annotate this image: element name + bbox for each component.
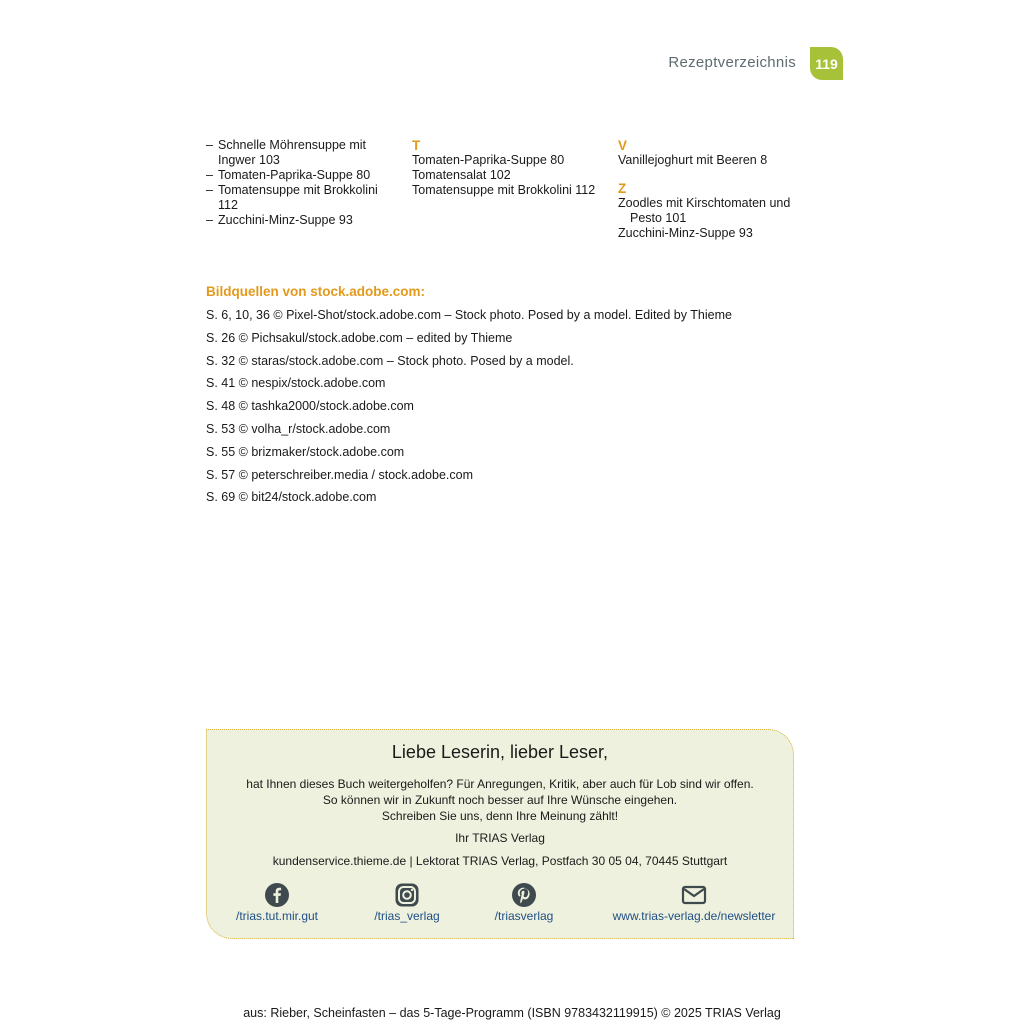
- entry-text: Tomaten-Paprika-Suppe 80: [218, 168, 371, 182]
- entry-dash: –: [206, 138, 213, 152]
- index-entry: Tomatensuppe mit Brokkolini 112: [412, 183, 596, 197]
- index-entry: Zoodles mit Kirschtomaten und Pesto 101: [618, 196, 791, 225]
- credit-line: S. 48 © tashka2000/stock.adobe.com: [206, 399, 414, 414]
- index-entry: Tomaten-Paprika-Suppe 80: [412, 153, 565, 167]
- instagram-icon: [394, 882, 420, 908]
- reader-box-body: [207, 776, 793, 824]
- credit-line: S. 55 © brizmaker/stock.adobe.com: [206, 444, 405, 459]
- mail-icon: [681, 882, 707, 908]
- reader-box-signature: Ihr TRIAS Verlag: [455, 831, 545, 845]
- credit-line: S. 57 © peterschreiber.media / stock.adobe.com: [206, 467, 473, 482]
- index-entry: Tomatensalat 102: [412, 168, 511, 182]
- index-entry: [206, 168, 391, 183]
- social-instagram-label[interactable]: /trias_verlag: [374, 909, 440, 923]
- entry-text: Tomatensuppe mit Brokkolini 112: [218, 183, 378, 212]
- entry-text: Schnelle Möhrensuppe mit Ingwer 103: [218, 138, 366, 167]
- social-facebook-label[interactable]: /trias.tut.mir.gut: [235, 909, 319, 923]
- index-column-1: [206, 138, 391, 228]
- image-credits-title: Bildquellen von stock.adobe.com:: [206, 284, 426, 299]
- pinterest-icon: [511, 882, 537, 908]
- social-newsletter-label[interactable]: www.trias-verlag.de/newsletter: [612, 909, 776, 923]
- entry-dash: –: [206, 183, 213, 197]
- entry-dash: –: [206, 213, 213, 227]
- index-letter-z: Z: [618, 181, 627, 196]
- image-credits-list: [206, 306, 732, 511]
- social-pinterest[interactable]: [489, 882, 559, 923]
- credit-line: S. 26 © Pichsakul/stock.adobe.com – edited by Thieme: [206, 330, 513, 345]
- credit-line: S. 69 © bit24/stock.adobe.com: [206, 490, 377, 505]
- reader-box-contact: kundenservice.thieme.de | Lektorat TRIAS Verlag, Postfach 30 05 04, 70445 Stuttgart: [272, 854, 728, 868]
- social-instagram[interactable]: [371, 882, 443, 923]
- index-entry: Vanillejoghurt mit Beeren 8: [618, 153, 768, 167]
- social-pinterest-label[interactable]: /triasverlag: [494, 909, 554, 923]
- entry-dash: –: [206, 168, 213, 182]
- reader-feedback-box: [206, 729, 794, 939]
- reader-box-heading: Liebe Leserin, lieber Leser,: [391, 742, 609, 762]
- index-entry: [206, 138, 391, 168]
- source-footer: aus: Rieber, Scheinfasten – das 5-Tage-Programm (ISBN 9783432119915) © 2025 TRIAS Verlag: [243, 1006, 781, 1020]
- credit-line: S. 6, 10, 36 © Pixel-Shot/stock.adobe.com – Stock photo. Posed by a model. Edited by Thieme: [206, 308, 732, 322]
- index-entry: Zucchini-Minz-Suppe 93: [618, 226, 753, 240]
- reader-body-line: So können wir in Zukunft noch besser auf Ihre Wünsche eingehen.: [322, 793, 678, 807]
- social-facebook[interactable]: [232, 882, 322, 923]
- reader-body-line: hat Ihnen dieses Buch weitergeholfen? Für Anregungen, Kritik, aber auch für Lob sind wir offen.: [246, 777, 754, 791]
- page-number-badge: 119: [810, 47, 843, 80]
- index-letter-t: T: [412, 138, 421, 153]
- social-newsletter[interactable]: [605, 882, 783, 923]
- credit-line: S. 41 © nespix/stock.adobe.com: [206, 376, 386, 391]
- index-column-2: [412, 138, 597, 198]
- index-column-3: [618, 138, 803, 241]
- facebook-icon: [264, 882, 290, 908]
- header-section-title: Rezeptverzeichnis: [668, 54, 796, 71]
- entry-text: Zucchini-Minz-Suppe 93: [218, 213, 353, 227]
- index-letter-v: V: [618, 138, 628, 153]
- index-entry: [206, 183, 391, 213]
- reader-body-line: Schreiben Sie uns, denn Ihre Meinung zählt!: [381, 809, 619, 823]
- credit-line: S. 53 © volha_r/stock.adobe.com: [206, 421, 391, 436]
- index-entry: [206, 213, 391, 228]
- credit-line: S. 32 © staras/stock.adobe.com – Stock photo. Posed by a model.: [206, 353, 574, 368]
